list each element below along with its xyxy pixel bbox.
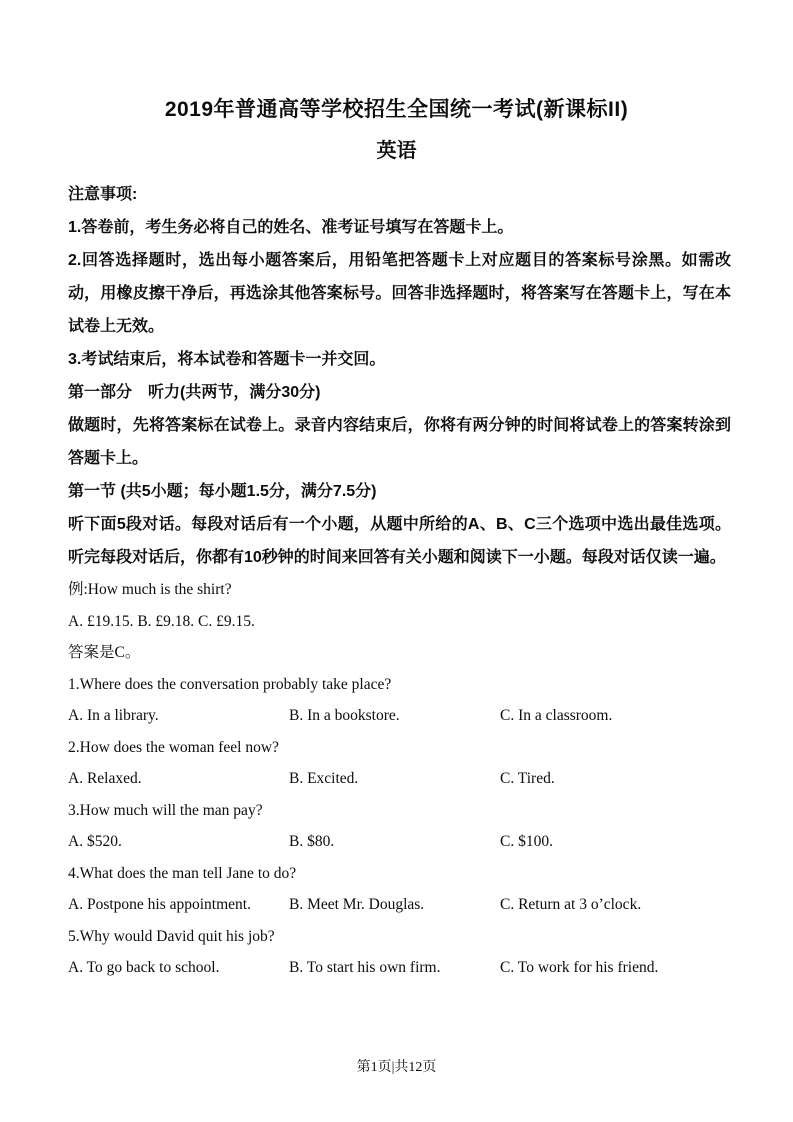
question-2-options-row bbox=[68, 763, 731, 795]
question-2-text: 2.How does the woman feel now? bbox=[68, 738, 279, 756]
notice-item-2: 2.回答选择题时，选出每小题答案后，用铅笔把答题卡上对应题目的答案标号涂黑。如需改动，用橡皮擦干净后，再选涂其他答案标号。回答非选择题时，将答案写在答题卡上，写在本试卷上无效。 bbox=[68, 252, 731, 335]
question-1-text: 1.Where does the conversation probably take place? bbox=[68, 675, 392, 693]
example-question: 例:How much is the shirt? bbox=[68, 581, 232, 598]
notice-item-3: 3.考试结束后，将本试卷和答题卡一并交回。 bbox=[68, 351, 386, 368]
question-2-option-b: B. Excited. bbox=[289, 770, 359, 787]
question-4-option-b: B. Meet Mr. Douglas. bbox=[289, 896, 425, 913]
question-3-option-b: B. $80. bbox=[289, 833, 335, 850]
question-4-option-c: C. Return at 3 o’clock. bbox=[500, 896, 642, 913]
question-2-option-a: A. Relaxed. bbox=[68, 770, 142, 787]
question-3-option-a: A. $520. bbox=[68, 833, 122, 850]
example-options: A. £19.15. B. £9.18. C. £9.15. bbox=[68, 612, 255, 630]
page-indicator: 第1页|共12页 bbox=[356, 1060, 437, 1075]
question-5-options-row bbox=[68, 952, 731, 984]
exam-title: 2019年普通高等学校招生全国统一考试(新课标II) bbox=[164, 98, 629, 121]
question-1-option-c: C. In a classroom. bbox=[500, 707, 613, 724]
page-footer bbox=[0, 1056, 793, 1076]
question-4-options-row bbox=[68, 889, 731, 921]
example-answer: 答案是C。 bbox=[68, 644, 141, 661]
question-5-option-b: B. To start his own firm. bbox=[289, 959, 441, 976]
question-5-option-c: C. To work for his friend. bbox=[500, 959, 659, 976]
question-1-option-a: A. In a library. bbox=[68, 707, 159, 724]
question-4-option-a: A. Postpone his appointment. bbox=[68, 896, 251, 913]
part1-heading: 第一部分 听力(共两节，满分30分) bbox=[68, 384, 321, 401]
question-3-text: 3.How much will the man pay? bbox=[68, 801, 263, 819]
question-1-options-row bbox=[68, 700, 731, 732]
question-3-option-c: C. $100. bbox=[500, 833, 553, 850]
notice-heading: 注意事项: bbox=[68, 186, 138, 203]
exam-subject: 英语 bbox=[376, 140, 417, 162]
question-1-option-b: B. In a bookstore. bbox=[289, 707, 400, 724]
question-5-option-a: A. To go back to school. bbox=[68, 959, 220, 976]
question-2-option-c: C. Tired. bbox=[500, 770, 555, 787]
section1-heading: 第一节 (共5小题；每小题1.5分，满分7.5分) bbox=[68, 483, 377, 500]
section1-instruction: 听下面5段对话。每段对话后有一个小题，从题中所给的A、B、C三个选项中选出最佳选项。听完每段对话后，你都有10秒钟的时间来回答有关小题和阅读下一小题。每段对话仅读一遍。 bbox=[68, 516, 731, 566]
part1-instruction: 做题时，先将答案标在试卷上。录音内容结束后，你将有两分钟的时间将试卷上的答案转涂到答题卡上。 bbox=[68, 417, 731, 467]
question-3-options-row bbox=[68, 826, 731, 858]
question-4-text: 4.What does the man tell Jane to do? bbox=[68, 864, 297, 882]
exam-body bbox=[0, 178, 793, 984]
notice-item-1: 1.答卷前，考生务必将自己的姓名、准考证号填写在答题卡上。 bbox=[68, 219, 514, 236]
question-5-text: 5.Why would David quit his job? bbox=[68, 927, 275, 945]
